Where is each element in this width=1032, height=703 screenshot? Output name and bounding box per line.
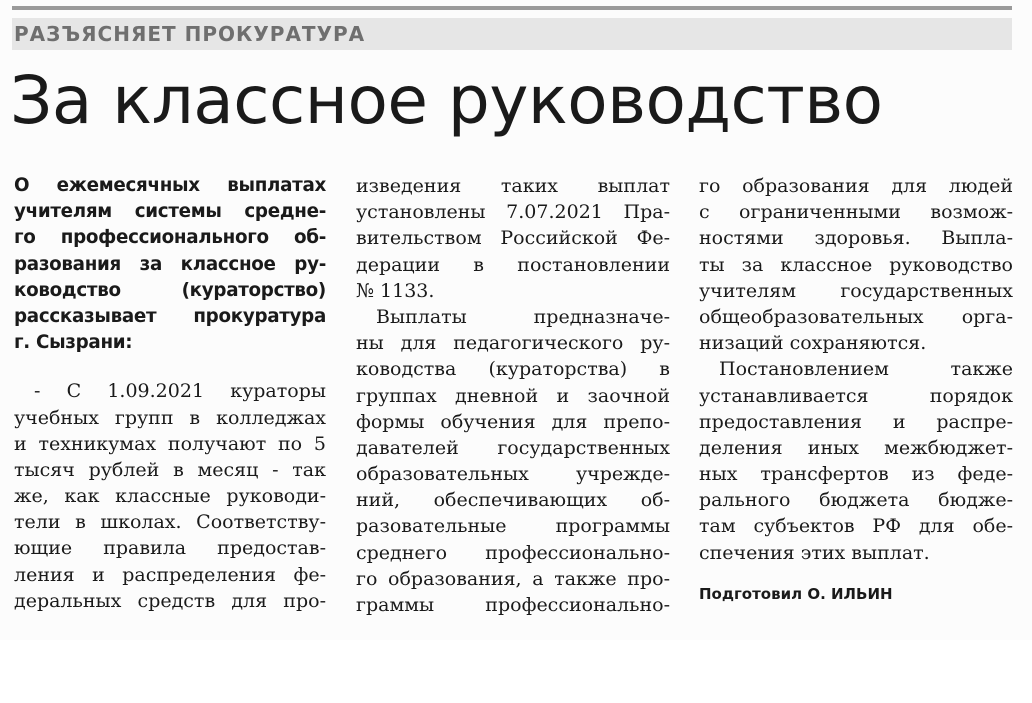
text-line: ющие правила предостав-	[14, 537, 326, 560]
lead-line: О ежемесячных выплатах	[14, 175, 326, 196]
lead-line: рассказывает прокуратура	[14, 305, 326, 327]
text-line: ководства (кураторства) в	[356, 358, 670, 381]
text-line: ностями здоровья. Выпла-	[699, 227, 1013, 250]
text-line: граммы профессионально-	[356, 594, 670, 616]
text-line: предоставления и распре-	[699, 410, 1013, 433]
lead-line: разования за классное ру-	[14, 253, 326, 275]
text-line: вительством Российской Фе-	[356, 227, 670, 250]
lead-line: учителям системы средне-	[14, 201, 326, 223]
text-line: Постановлением также	[719, 358, 1013, 381]
text-line: группах дневной и заочной	[356, 384, 670, 407]
body-paragraph	[356, 173, 670, 304]
text-line: дерации в постановлении	[356, 253, 670, 276]
article-column-2	[356, 173, 670, 618]
text-line: деления иных межбюджет-	[699, 436, 1013, 459]
text-line: го образования, а также про-	[356, 567, 670, 590]
text-line: общеобразовательных орга-	[699, 305, 1013, 328]
text-line: деральных средств для про-	[14, 589, 326, 612]
text-line: там субъектов РФ для обе-	[699, 515, 1013, 538]
article-headline: За классное руководство	[10, 62, 883, 139]
article-column-1	[14, 173, 326, 614]
text-line: формы обучения для препо-	[356, 410, 670, 433]
text-line: тели в школах. Соответству-	[14, 511, 326, 534]
text-line: образовательных учрежде-	[356, 463, 670, 486]
text-line: рального бюджета бюдже-	[699, 489, 1013, 512]
text-line: Выплаты предназначе-	[376, 305, 670, 328]
text-line: спечения этих выплат.	[699, 541, 930, 564]
author-credit: Подготовил О. ИЛЬИН	[699, 584, 893, 603]
text-line: ления и распределения фе-	[14, 563, 326, 586]
lead-paragraph	[14, 173, 326, 356]
text-line: и техникумах получают по 5	[14, 432, 326, 455]
text-line: - С 1.09.2021 кураторы	[34, 380, 326, 403]
body-paragraph	[699, 356, 1013, 566]
text-line: ний, обеспечивающих об-	[356, 489, 670, 512]
lead-line: г. Сызрани:	[14, 332, 133, 354]
top-rule	[12, 6, 1012, 10]
text-line: разовательные программы	[356, 515, 670, 538]
body-paragraph	[14, 378, 326, 614]
text-line: № 1133.	[356, 279, 435, 302]
text-line: ных трансфертов из феде-	[699, 463, 1013, 486]
text-line: тысяч рублей в месяц - так	[14, 458, 326, 481]
text-line: изведения таких выплат	[356, 175, 670, 197]
text-line: устанавливается порядок	[699, 384, 1013, 407]
lead-line: го профессионального об-	[14, 227, 326, 249]
text-line: среднего профессионально-	[356, 541, 670, 564]
text-line: низаций сохраняются.	[699, 332, 927, 355]
text-line: же, как классные руководи-	[14, 485, 326, 508]
lead-line: ководство (кураторство)	[14, 279, 326, 301]
text-line: давателей государственных	[356, 436, 670, 459]
text-line: установлены 7.07.2021 Пра-	[356, 201, 670, 224]
body-paragraph	[356, 304, 670, 618]
paragraph-gap	[14, 356, 326, 378]
body-paragraph	[699, 173, 1013, 356]
text-line: го образования для людей	[699, 175, 1013, 197]
text-line: ны для педагогического ру-	[356, 332, 670, 355]
text-line: с ограниченными возмож-	[699, 201, 1013, 224]
article-column-3	[699, 173, 1013, 604]
section-rubric: РАЗЪЯСНЯЕТ ПРОКУРАТУРА	[14, 22, 366, 46]
text-line: учебных групп в колледжах	[14, 406, 326, 429]
text-line: учителям государственных	[699, 279, 1013, 302]
text-line: ты за классное руководство	[699, 253, 1013, 276]
